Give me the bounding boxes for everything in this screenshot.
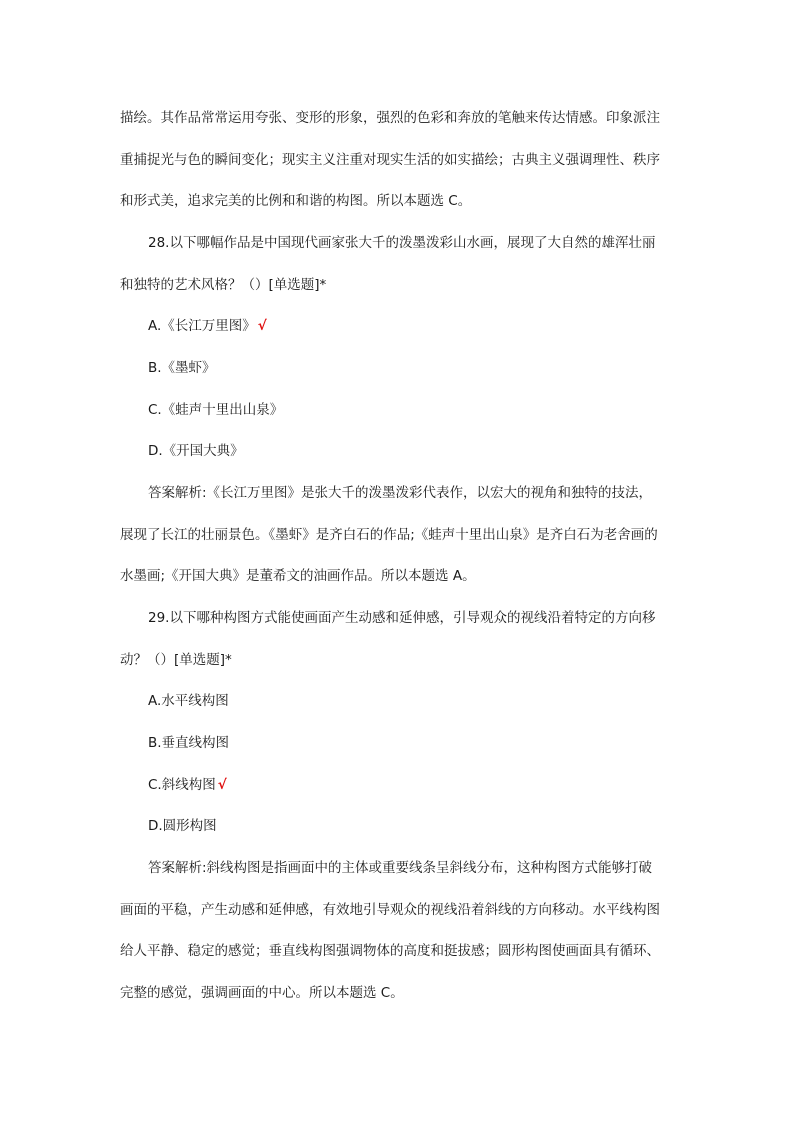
q29-stem-line-2: 动？（）[单选题]* bbox=[120, 652, 232, 668]
q28-option-c bbox=[148, 400, 708, 420]
intro-line-3: 和形式美，追求完美的比例和和谐的构图。所以本题选 C。 bbox=[120, 193, 472, 209]
q29-option-b bbox=[148, 733, 708, 753]
q29-option-b-label: B.垂直线构图 bbox=[148, 735, 230, 751]
q29-option-a-label: A.水平线构图 bbox=[148, 693, 229, 709]
q28-option-a-label: A.《长江万里图》 bbox=[148, 318, 256, 334]
q28-option-d-label: D.《开国大典》 bbox=[148, 443, 244, 459]
q28-stem-line-1: 28.以下哪幅作品是中国现代画家张大千的泼墨泼彩山水画，展现了大自然的雄浑壮丽 bbox=[148, 235, 656, 251]
q28-answer-line-2: 展现了长江的壮丽景色。《墨虾》是齐白石的作品;《蛙声十里出山泉》是齐白石为老舍画的 bbox=[120, 527, 658, 543]
q28-option-c-label: C.《蛙声十里出山泉》 bbox=[148, 402, 284, 418]
q29-answer-line-1: 答案解析:斜线构图是指画面中的主体或重要线条呈斜线分布，这种构图方式能够打破 bbox=[148, 860, 653, 876]
q28-answer-line-3: 水墨画;《开国大典》是董希文的油画作品。所以本题选 A。 bbox=[120, 568, 476, 584]
q29-option-c bbox=[148, 775, 708, 795]
q29-answer-line-2: 画面的平稳，产生动感和延伸感，有效地引导观众的视线沿着斜线的方向移动。水平线构图 bbox=[120, 902, 660, 918]
q28-option-a bbox=[148, 316, 708, 336]
q29-option-a bbox=[148, 691, 708, 711]
q29-stem-line-1: 29.以下哪种构图方式能使画面产生动感和延伸感，引导观众的视线沿着特定的方向移 bbox=[148, 610, 656, 626]
check-mark-icon: √ bbox=[257, 318, 267, 334]
q28-option-b-label: B.《墨虾》 bbox=[148, 360, 216, 376]
q29-option-c-label: C.斜线构图 bbox=[148, 777, 216, 793]
check-mark-icon: √ bbox=[217, 777, 227, 793]
q28-answer-line-1: 答案解析:《长江万里图》是张大千的泼墨泼彩代表作，以宏大的视角和独特的技法， bbox=[148, 485, 653, 501]
intro-line-1: 描绘。其作品常常运用夸张、变形的形象，强烈的色彩和奔放的笔触来传达情感。印象派注 bbox=[120, 110, 660, 126]
intro-line-2: 重捕捉光与色的瞬间变化；现实主义注重对现实生活的如实描绘；古典主义强调理性、秩序 bbox=[120, 152, 660, 168]
q28-option-b bbox=[148, 358, 708, 378]
q29-answer-line-4: 完整的感觉，强调画面的中心。所以本题选 C。 bbox=[120, 985, 404, 1001]
q29-option-d-label: D.圆形构图 bbox=[148, 818, 217, 834]
q29-answer-line-3: 给人平静、稳定的感觉；垂直线构图强调物体的高度和挺拔感；圆形构图使画面具有循环、 bbox=[120, 943, 660, 959]
q29-option-d bbox=[148, 816, 708, 836]
q28-option-d bbox=[148, 441, 708, 461]
q28-stem-line-2: 和独特的艺术风格？（）[单选题]* bbox=[120, 277, 327, 293]
